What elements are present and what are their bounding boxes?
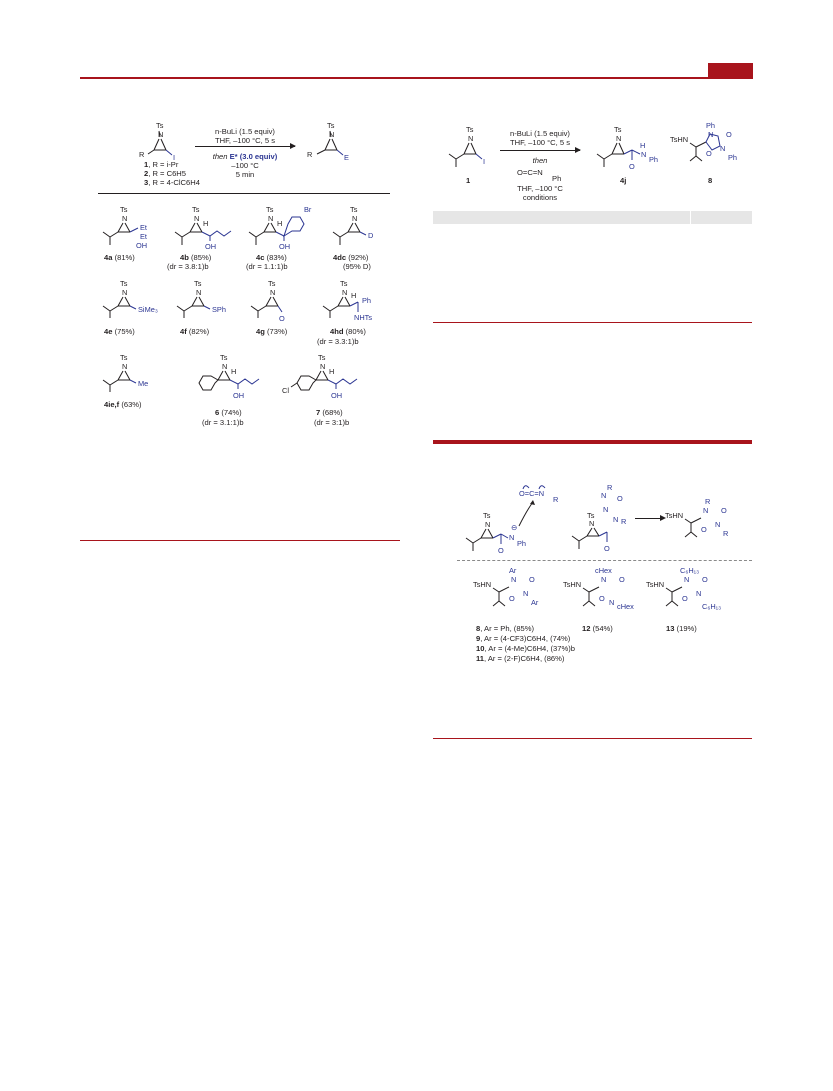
svg-text:R: R bbox=[307, 150, 313, 159]
svg-text:N: N bbox=[523, 589, 529, 598]
svg-text:Ts: Ts bbox=[194, 279, 202, 288]
product-11-entry: 11, Ar = (2-F)C6H4, (86%) bbox=[476, 654, 565, 663]
svg-text:N: N bbox=[684, 575, 690, 584]
r-label: R bbox=[139, 150, 145, 159]
product-7-sub: (dr = 3:1)b bbox=[314, 418, 350, 427]
svg-text:O: O bbox=[509, 594, 515, 603]
svg-text:N: N bbox=[589, 519, 595, 528]
reagents-line2: THF, –100 °C, 5 s bbox=[214, 136, 275, 145]
svg-text:O: O bbox=[629, 162, 635, 171]
svg-text:Br: Br bbox=[304, 205, 312, 214]
hydantoin-chex-structure bbox=[563, 565, 648, 621]
svg-text:Ts: Ts bbox=[318, 353, 326, 362]
svg-text:H: H bbox=[277, 219, 283, 228]
svg-text:SPh: SPh bbox=[212, 305, 226, 314]
svg-text:TsHN: TsHN bbox=[665, 511, 684, 520]
svg-text:Ts: Ts bbox=[587, 511, 595, 520]
svg-text:H: H bbox=[203, 219, 209, 228]
svg-text:N: N bbox=[613, 515, 619, 524]
svg-text:Ts: Ts bbox=[268, 279, 276, 288]
svg-text:N: N bbox=[703, 506, 709, 515]
product-7-label: 7 (68%) bbox=[316, 408, 343, 417]
product-4j-structure bbox=[588, 124, 668, 176]
svg-text:H: H bbox=[231, 367, 237, 376]
svg-text:N: N bbox=[485, 520, 491, 529]
reagents-line1: n-BuLi (1.5 equiv) bbox=[215, 127, 275, 136]
svg-text:Cl: Cl bbox=[282, 386, 289, 395]
reaction-arrow bbox=[195, 146, 295, 147]
product-4i-label: 4ie,f (63%) bbox=[104, 400, 142, 409]
svg-text:N: N bbox=[715, 520, 721, 529]
product-6-label: 6 (74%) bbox=[215, 408, 242, 417]
aziridine-product bbox=[303, 120, 363, 170]
product-6-structure bbox=[178, 352, 278, 404]
svg-text:OH: OH bbox=[205, 242, 217, 251]
svg-text:N: N bbox=[708, 130, 714, 139]
svg-text:N: N bbox=[509, 533, 515, 542]
svg-text:Ph: Ph bbox=[517, 539, 527, 548]
svg-text:TsHN: TsHN bbox=[473, 580, 492, 589]
product-4c-structure bbox=[246, 204, 326, 250]
svg-text:cHex: cHex bbox=[617, 602, 634, 611]
svg-text:O: O bbox=[619, 575, 625, 584]
svg-text:Ts: Ts bbox=[220, 353, 228, 362]
compound-8-label: 8 bbox=[708, 176, 713, 185]
product-4h-label: 4hd (80%) bbox=[330, 327, 366, 336]
svg-text:R: R bbox=[705, 497, 711, 506]
table-header-divider bbox=[690, 211, 691, 224]
mechanism-structures bbox=[453, 480, 573, 560]
svg-text:TsHN: TsHN bbox=[670, 135, 689, 144]
isocyanate-reagent: O=C=N bbox=[517, 168, 543, 177]
svg-text:Ts: Ts bbox=[483, 511, 491, 520]
svg-text:N: N bbox=[641, 150, 647, 159]
product-4b-label: 4b (85%) bbox=[180, 253, 212, 262]
product-4d-label: 4dc (92%) bbox=[333, 253, 369, 262]
svg-text:Ts: Ts bbox=[266, 205, 274, 214]
svg-text:N: N bbox=[122, 362, 128, 371]
svg-text:N: N bbox=[609, 598, 615, 607]
product-12-label: 12 (54%) bbox=[582, 624, 613, 633]
svg-text:R: R bbox=[607, 483, 613, 492]
svg-text:I: I bbox=[483, 157, 486, 166]
svg-text:O: O bbox=[617, 494, 623, 503]
svg-text:O: O bbox=[498, 546, 504, 555]
svg-text:E: E bbox=[344, 153, 349, 162]
svg-text:N: N bbox=[601, 491, 607, 500]
svg-text:O: O bbox=[604, 544, 610, 553]
svg-text:C₆H₁₃: C₆H₁₃ bbox=[702, 602, 722, 611]
product-6-sub: (dr = 3.1:1)b bbox=[202, 418, 244, 427]
svg-text:O: O bbox=[702, 575, 708, 584]
svg-text:O: O bbox=[706, 149, 712, 158]
product-4a-label: 4a (81%) bbox=[104, 253, 135, 262]
svg-text:Ar: Ar bbox=[509, 566, 517, 575]
svg-text:Ts: Ts bbox=[327, 121, 335, 130]
product-4e-label: 4e (75%) bbox=[104, 327, 135, 336]
product-4h-sub: (dr = 3.3:1)b bbox=[317, 337, 359, 346]
table-header-bar bbox=[433, 211, 752, 224]
product-9-entry: 9, Ar = (4-CF3)C6H4, (74%) bbox=[476, 634, 571, 643]
svg-text:Me: Me bbox=[138, 379, 149, 388]
product-10-entry: 10, Ar = (4-Me)C6H4, (37%)b bbox=[476, 644, 575, 653]
svg-text:Ph: Ph bbox=[728, 153, 738, 162]
product-4c-sub: (dr = 1.1:1)b bbox=[246, 262, 288, 271]
product-4a-structure bbox=[98, 204, 168, 250]
svg-text:H: H bbox=[640, 141, 646, 150]
hydantoin-generic-structure bbox=[665, 496, 750, 552]
scheme-divider bbox=[98, 193, 390, 194]
i-label: I bbox=[173, 153, 176, 162]
svg-text:O: O bbox=[726, 130, 732, 139]
svg-text:NHTs: NHTs bbox=[354, 313, 373, 322]
mechanism-arrow bbox=[635, 518, 663, 519]
svg-text:cHex: cHex bbox=[595, 566, 612, 575]
sm-legend-1: 1, R = i-Pr bbox=[144, 160, 179, 169]
svg-text:N: N bbox=[196, 288, 202, 297]
mechanism-divider bbox=[457, 560, 752, 561]
product-4d-structure bbox=[328, 204, 388, 250]
right-reagents-line1: n-BuLi (1.5 equiv) bbox=[510, 129, 570, 138]
compound-1-label: 1 bbox=[466, 176, 471, 185]
svg-text:O: O bbox=[529, 575, 535, 584]
svg-text:N: N bbox=[616, 134, 622, 143]
sm-legend-3: 3, R = 4-ClC6H4 bbox=[144, 178, 200, 187]
right-reagents-line2: THF, –100 °C, 5 s bbox=[509, 138, 570, 147]
product-7-structure bbox=[276, 352, 386, 404]
right-table-rule bbox=[433, 322, 752, 323]
svg-text:Ts: Ts bbox=[614, 125, 622, 134]
svg-text:N: N bbox=[720, 144, 726, 153]
hydantoin-hexyl-structure bbox=[646, 565, 736, 621]
svg-text:R: R bbox=[621, 517, 627, 526]
svg-text:H: H bbox=[351, 291, 357, 300]
svg-text:N: N bbox=[352, 214, 358, 223]
svg-text:Ph: Ph bbox=[706, 121, 716, 130]
svg-text:N: N bbox=[268, 214, 274, 223]
product-4f-structure bbox=[172, 278, 242, 318]
right-reaction-arrow bbox=[500, 150, 580, 151]
product-4g-label: 4g (73%) bbox=[256, 327, 288, 336]
product-4g-structure bbox=[246, 278, 306, 322]
product-4e-structure bbox=[98, 278, 168, 318]
svg-text:N: N bbox=[603, 505, 609, 514]
product-4b-structure bbox=[172, 204, 242, 250]
svg-text:R: R bbox=[723, 529, 729, 538]
svg-text:D: D bbox=[368, 231, 374, 240]
svg-text:N: N bbox=[329, 130, 335, 139]
svg-text:⊖: ⊖ bbox=[511, 523, 518, 532]
reagents-line4: –100 °C bbox=[231, 161, 259, 170]
bottom-section-rule bbox=[433, 738, 752, 739]
svg-text:C₆H₁₃: C₆H₁₃ bbox=[680, 566, 700, 575]
svg-text:Ts: Ts bbox=[340, 279, 348, 288]
svg-text:O: O bbox=[599, 594, 605, 603]
product-4f-label: 4f (82%) bbox=[180, 327, 210, 336]
svg-text:Et: Et bbox=[140, 232, 147, 241]
product-4b-sub: (dr = 3.8:1)b bbox=[167, 262, 209, 271]
svg-text:OH: OH bbox=[279, 242, 291, 251]
svg-text:N: N bbox=[122, 288, 128, 297]
reagents-line3: then E* (3.0 equiv) bbox=[212, 152, 278, 161]
right-reagents-then: then bbox=[532, 156, 548, 165]
sm-legend-2: 2, R = C6H5 bbox=[144, 169, 187, 178]
cyclization-intermediate-structure bbox=[565, 478, 645, 558]
aziridine-1-structure bbox=[440, 124, 500, 174]
product-4i-structure bbox=[98, 352, 168, 392]
svg-text:N: N bbox=[270, 288, 276, 297]
product-8-entry: 8, Ar = Ph, (85%) bbox=[476, 624, 535, 633]
right-arrow-head-icon bbox=[575, 146, 585, 156]
svg-text:Ts: Ts bbox=[120, 353, 128, 362]
svg-text:N: N bbox=[601, 575, 607, 584]
svg-text:Ph: Ph bbox=[649, 155, 659, 164]
svg-text:O: O bbox=[279, 314, 285, 323]
svg-text:SiMe₃: SiMe₃ bbox=[138, 305, 158, 314]
product-4h-structure bbox=[318, 278, 388, 322]
right-section-rule bbox=[433, 440, 752, 444]
svg-text:O: O bbox=[721, 506, 727, 515]
svg-text:Ts: Ts bbox=[120, 279, 128, 288]
svg-text:N: N bbox=[342, 288, 348, 297]
svg-text:N: N bbox=[222, 362, 228, 371]
svg-text:H: H bbox=[329, 367, 335, 376]
svg-text:Ts: Ts bbox=[350, 205, 358, 214]
product-13-label: 13 (19%) bbox=[666, 624, 697, 633]
header-tab bbox=[708, 63, 753, 77]
hydantoin-ar-structure bbox=[473, 565, 558, 621]
svg-text:Ts: Ts bbox=[120, 205, 128, 214]
svg-text:OH: OH bbox=[136, 241, 148, 250]
svg-text:O: O bbox=[682, 594, 688, 603]
right-reagents-line5: conditions bbox=[522, 193, 558, 202]
svg-text:Ar: Ar bbox=[531, 598, 539, 607]
svg-text:N: N bbox=[511, 575, 517, 584]
svg-text:OH: OH bbox=[331, 391, 343, 400]
isocyanate-ph: Ph bbox=[552, 174, 562, 183]
hydantoin-8-structure bbox=[670, 120, 755, 176]
svg-text:Ts: Ts bbox=[192, 205, 200, 214]
svg-text:N: N bbox=[320, 362, 326, 371]
svg-text:N: N bbox=[468, 134, 474, 143]
compound-4j-label: 4j bbox=[620, 176, 627, 185]
right-reagents-line4: THF, –100 °C bbox=[517, 184, 563, 193]
svg-text:N: N bbox=[696, 589, 702, 598]
svg-text:O: O bbox=[701, 525, 707, 534]
svg-text:R: R bbox=[553, 495, 559, 504]
svg-text:Ph: Ph bbox=[362, 296, 372, 305]
svg-text:TsHN: TsHN bbox=[563, 580, 582, 589]
svg-text:Ts: Ts bbox=[466, 125, 474, 134]
svg-text:OH: OH bbox=[233, 391, 245, 400]
ts-label: Ts bbox=[156, 121, 164, 130]
svg-text:O=C=N: O=C=N bbox=[519, 489, 545, 498]
svg-text:N: N bbox=[122, 214, 128, 223]
header-rule bbox=[80, 77, 753, 79]
product-4d-sub: (95% D) bbox=[343, 262, 371, 271]
n-label: N bbox=[158, 130, 164, 139]
reagents-line5: 5 min bbox=[235, 170, 255, 179]
svg-text:N: N bbox=[194, 214, 200, 223]
product-4c-label: 4c (83%) bbox=[256, 253, 287, 262]
svg-text:Et: Et bbox=[140, 223, 147, 232]
left-section-rule bbox=[80, 540, 400, 541]
svg-text:TsHN: TsHN bbox=[646, 580, 665, 589]
